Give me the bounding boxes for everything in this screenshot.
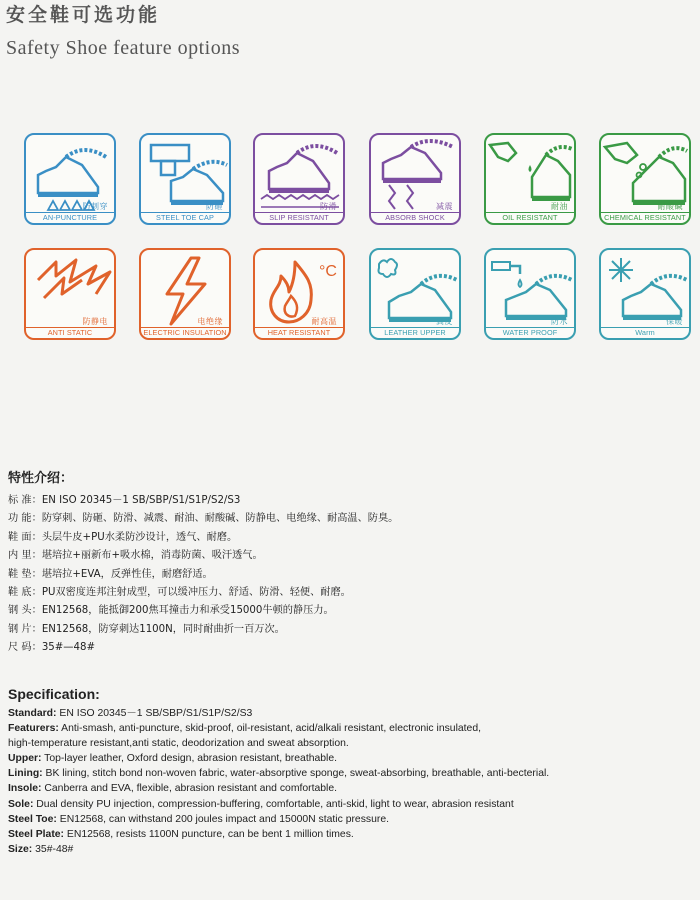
feature-label-en: HEAT RESISTANT: [267, 328, 331, 337]
feature-heat-resistant: [253, 248, 345, 340]
spec-label: Insole:: [8, 783, 42, 795]
feature-electric-insulation: [139, 248, 231, 340]
spec-row-en: [8, 797, 698, 812]
spec-label: Steel Plate:: [8, 828, 65, 840]
spec-section-cn: [8, 467, 698, 658]
spec-label: 功 能：: [8, 513, 42, 525]
spec-row-en: [8, 706, 698, 721]
spec-row-en: [8, 721, 698, 736]
spec-value: PU双密度连邦注射成型，可以缓冲压力、舒适、防滑、轻便、耐磨。: [41, 587, 351, 599]
spec-value: 35#—48#: [41, 642, 95, 654]
spec-row-cn: [8, 492, 698, 510]
label-divider: [141, 327, 229, 328]
spec-value: EN12568, can withstand 200 joules impact and 15000N static pressure.: [56, 813, 390, 825]
spec-row-cn: [8, 602, 698, 620]
spec-row-cn: [8, 621, 698, 639]
feature-label-en: ELECTRIC INSULATION: [143, 328, 227, 337]
spec-row-cn: [8, 547, 698, 565]
feature-water-proof: [484, 248, 576, 340]
feature-label-cn: 防静电: [82, 317, 108, 326]
feature-label-en: ANTI STATIC: [47, 328, 93, 337]
spec-label: 内 里：: [8, 550, 42, 562]
feature-label-en: STEEL TOE CAP: [156, 213, 214, 222]
spec-value: BK lining, stitch bond non-woven fabric, water-absorptive sponge, sweat-absorbing, breathable, anti-becterial.: [42, 768, 550, 780]
spec-value: EN12568，防穿刺达1100N，同时耐曲折一百万次。: [41, 623, 285, 635]
feature-warm: [599, 248, 691, 340]
feature-icon-grid: [0, 0, 700, 360]
spec-label: Lining:: [8, 768, 43, 780]
spec-value: EN12568，能抵御200焦耳撞击力和承受15000牛顿的静压力。: [41, 605, 334, 617]
label-divider: [141, 212, 229, 213]
spec-value: high-temperature resistant,anti static, deodorization and sweat absorption.: [8, 738, 349, 750]
spec-row-en: [8, 781, 698, 796]
feature-leather-upper: [369, 248, 461, 340]
feature-anti-static: [24, 248, 116, 340]
feature-label-en: ABSORB SHOCK: [385, 213, 445, 222]
spec-row-en: [8, 736, 698, 751]
spec-heading-en: Specification:: [8, 686, 100, 702]
spec-label: 鞋 底：: [8, 587, 42, 599]
spec-label: 尺 码：: [8, 642, 42, 654]
label-divider: [486, 212, 574, 213]
spec-label: Size:: [8, 843, 33, 855]
spec-section-en: [8, 686, 698, 857]
spec-label: Sole:: [8, 798, 34, 810]
spec-value: 防穿刺、防砸、防滑、减震、耐油、耐酸碱、防静电、电绝缘、耐高温、防臭。: [41, 513, 399, 525]
spec-value: Top-layer leather, Oxford design, abrasion resistant, breathable.: [41, 753, 338, 765]
spec-row-cn: [8, 510, 698, 528]
spec-row-cn: [8, 639, 698, 657]
spec-label: Standard:: [8, 708, 57, 719]
spec-value: 堪培拉+丽新布+吸水棉，消毒防菌、吸汗透气。: [41, 550, 263, 562]
feature-label-cn: 减震: [436, 202, 453, 211]
label-divider: [601, 327, 689, 328]
feature-label-en: SLIP RESISTANT: [269, 213, 329, 222]
feature-label-en: OIL RESISTANT: [502, 213, 558, 222]
label-divider: [255, 212, 343, 213]
feature-oil-resistant: [484, 133, 576, 225]
feature-chemical-resistant: [599, 133, 691, 225]
spec-value: 35#-48#: [32, 843, 74, 855]
spec-row-en: [8, 766, 698, 781]
feature-label-cn: 防砸: [206, 202, 223, 211]
feature-label-cn: 耐高温: [311, 317, 337, 326]
label-divider: [26, 327, 114, 328]
spec-value: EN12568, resists 1100N puncture, can be bent 1 million times.: [64, 828, 354, 840]
spec-label: 鞋 垫：: [8, 568, 42, 580]
spec-row-en: [8, 827, 698, 842]
feature-label-cn: 防滑: [320, 202, 337, 211]
spec-value: Dual density PU injection, compression-buffering, comfortable, anti-skid, light to wear, abrasion resistant: [33, 798, 514, 810]
spec-label: Upper:: [8, 753, 42, 765]
spec-label: Featurers:: [8, 723, 59, 735]
spec-value: EN ISO 20345－1 SB/SBP/S1/S1P/S2/S3: [56, 708, 253, 719]
spec-label: 标 准：: [8, 495, 42, 506]
feature-steel-toe-cap: [139, 133, 231, 225]
feature-label-en: AN-PUNCTURE: [42, 213, 98, 222]
feature-label-cn: 防水: [551, 317, 568, 326]
feature-label-cn: 电绝缘: [197, 317, 223, 326]
label-divider: [601, 212, 689, 213]
feature-absorb-shock: [369, 133, 461, 225]
label-divider: [26, 212, 114, 213]
spec-value: 堪培拉+EVA，反弹性佳，耐磨舒适。: [41, 568, 213, 580]
spec-value: Canberra and EVA, flexible, abrasion resistant and comfortable.: [41, 783, 338, 795]
spec-row-cn: [8, 584, 698, 602]
spec-row-en: [8, 842, 698, 857]
page-title-en: Safety Shoe feature options: [6, 37, 240, 59]
spec-value: EN ISO 20345－1 SB/SBP/S1/S1P/S2/S3: [41, 495, 241, 506]
spec-label: 鞋 面：: [8, 531, 42, 543]
feature-label-en: LEATHER UPPER: [384, 328, 446, 337]
spec-value: Anti-smash, anti-puncture, skid-proof, oil-resistant, acid/alkali resistant, electronic insulated,: [58, 723, 481, 735]
label-divider: [371, 327, 459, 328]
spec-value: 头层牛皮+PU水柔防沙设计，透气、耐磨。: [41, 531, 238, 543]
label-divider: [255, 327, 343, 328]
feature-slip-resistant: [253, 133, 345, 225]
feature-label-en: Warm: [635, 328, 655, 337]
feature-label-en: WATER PROOF: [502, 328, 558, 337]
spec-label: 钢 头：: [8, 605, 42, 617]
feature-label-cn: 防刺穿: [82, 202, 108, 211]
spec-row-cn: [8, 529, 698, 547]
feature-label-cn: 真皮: [436, 317, 453, 326]
spec-heading-cn: 特性介绍：: [8, 471, 74, 486]
feature-an-puncture: [24, 133, 116, 225]
label-divider: [371, 212, 459, 213]
spec-row-en: [8, 812, 698, 827]
spec-row-en: [8, 751, 698, 766]
feature-label-cn: 耐油: [551, 202, 568, 211]
label-divider: [486, 327, 574, 328]
spec-label: Steel Toe:: [8, 813, 57, 825]
spec-label: 钢 片：: [8, 623, 42, 635]
spec-row-cn: [8, 566, 698, 584]
feature-label-en: CHEMICAL RESISTANT: [604, 213, 686, 222]
page-title-cn: 安全鞋可选功能: [6, 4, 161, 26]
celsius-label: °C: [319, 263, 337, 280]
feature-label-cn: 保暖: [666, 317, 683, 326]
feature-label-cn: 耐酸碱: [657, 202, 683, 211]
